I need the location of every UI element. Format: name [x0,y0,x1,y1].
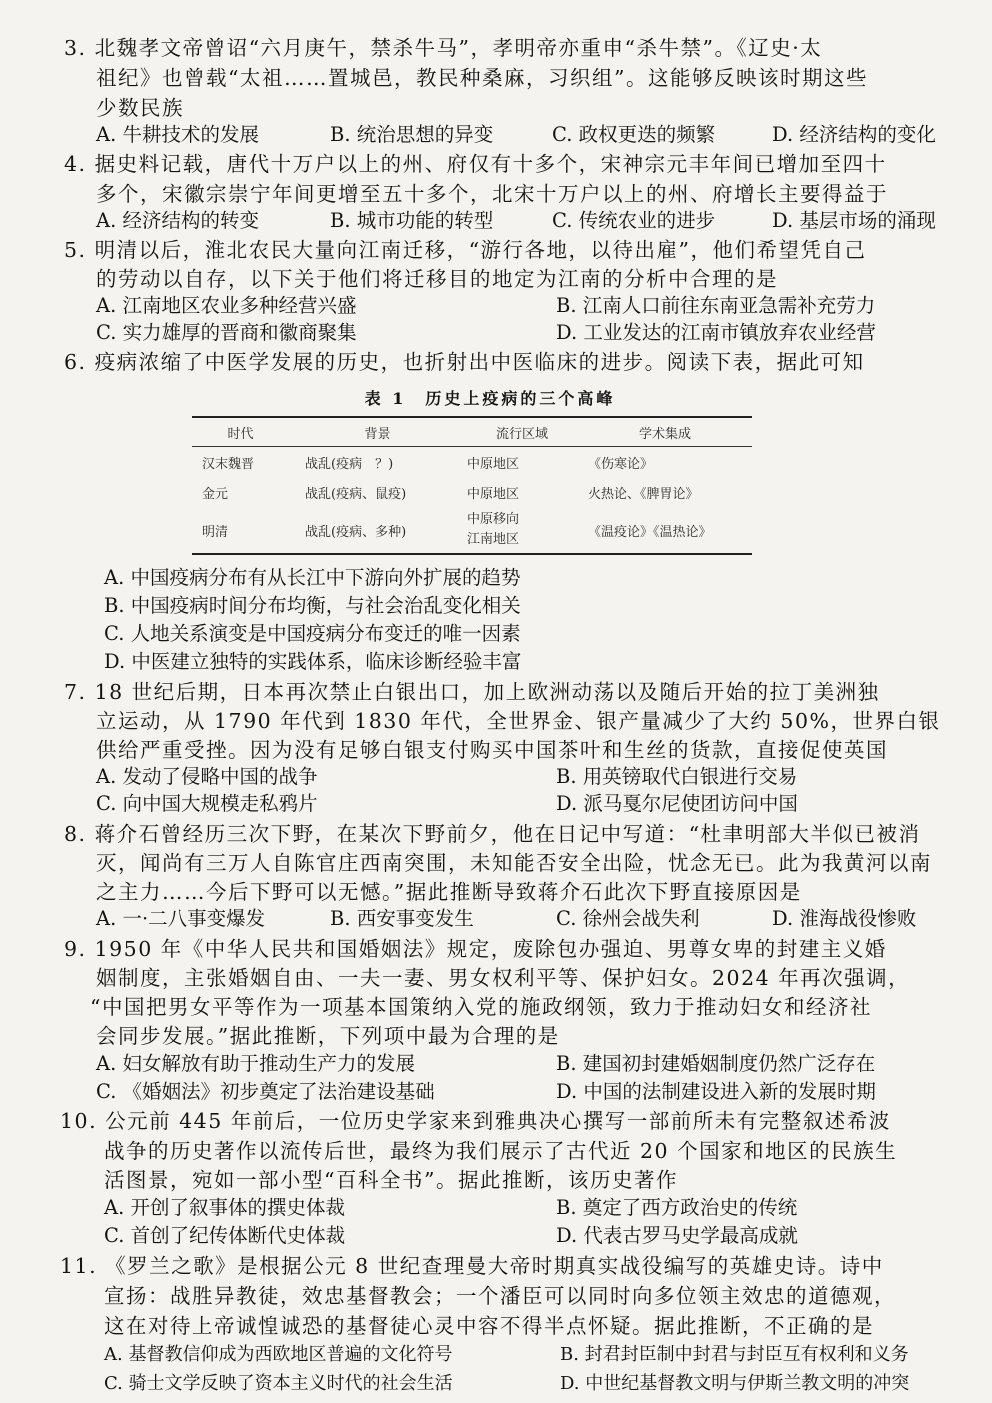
cell-era: 明清 [202,524,229,540]
q10-option-c: C. 首创了纪传体断代史体裁 [104,1224,346,1247]
q7-option-d: D. 派马戛尔尼使团访问中国 [556,792,798,815]
q9-line-2: 姻制度，主张婚姻自由、一夫一妻、男女权利平等、保护妇女。2024 年再次强调， [96,966,911,990]
q11-option-c: C. 骑士文学反映了资本主义时代的社会生活 [104,1373,453,1394]
cell-region: 中原地区 [467,456,520,472]
epidemic-table [192,416,752,555]
q10-line-2: 战争的历史著作以流传后世，最终为我们展示了古代近 20 个国家和地区的民族生 [104,1139,898,1163]
q10-option-a: A. 开创了叙事体的撰史体裁 [104,1196,345,1219]
q6-option-b: B. 中国疫病时间分布均衡，与社会治乱变化相关 [104,594,521,617]
q11-option-b: B. 封君封臣制中封君与封臣互有权利和义务 [560,1344,909,1365]
q10-line-3: 活图景，宛如一部小型“百科全书”。据此推断，该历史著作 [104,1168,678,1192]
cell-region-line: 江南地区 [467,532,520,547]
cell-region [466,507,578,554]
q9-line-3: “中国把男女平等作为一项基本国策纳入党的施政纲领，致力于推动妇女和经济社 [90,995,872,1019]
q11-line-1: 11. 《罗兰之歌》是根据公元 8 世纪查理曼大帝时期真实战役编写的英雄史诗。诗中 [60,1254,884,1278]
cell-era: 金元 [202,486,229,502]
q6-option-a: A. 中国疫病分布有从长江中下游向外扩展的趋势 [104,566,521,589]
table-title: 表 1 历史上疫病的三个高峰 [364,389,616,408]
q11-option-d: D. 中世纪基督教文明与伊斯兰教文明的冲突 [560,1373,910,1394]
q4-line-2: 多个，宋徽宗崇宁年间更增至五十多个，北宋十万户以上的州、府增长主要得益于 [96,182,888,206]
q4-option-b: B. 城市功能的转型 [330,209,494,232]
q6-option-d: D. 中医建立独特的实践体系，临床诊断经验丰富 [104,650,522,673]
q8-line-1: 8. 蒋介石曾经历三次下野，在某次下野前夕，他在日记中写道：“杜聿明部大半似已被消 [64,822,921,846]
header-works: 学术集成 [578,417,752,447]
q5-line-2: 的劳动以自存，以下关于他们将迁移目的地定为江南的分析中合理的是 [96,267,778,291]
q4-option-d: D. 基层市场的涌现 [772,209,936,232]
q7-option-b: B. 用英镑取代白银进行交易 [556,765,798,788]
q3-option-b: B. 统治思想的异变 [330,123,494,146]
q6-line-1: 6. 疫病浓缩了中医学发展的历史，也折射出中医临床的进步。阅读下表，据此可知 [64,350,865,374]
q4-option-a: A. 经济结构的转变 [96,209,259,232]
cell-region: 中原地区 [467,486,520,502]
q10-line-1: 10. 公元前 445 年前后，一位历史学家来到雅典决心撰写一部前所未有完整叙述希波 [60,1109,891,1133]
table-header-row [192,417,752,447]
q7-option-c: C. 向中国大规模走私鸦片 [96,792,318,815]
q10-option-b: B. 奠定了西方政治史的传统 [556,1196,798,1219]
cell-background: 战乱(疫病、鼠疫) [305,486,407,502]
header-region: 流行区域 [466,417,578,447]
header-era: 时代 [192,417,289,447]
q4-line-1: 4. 据史料记载，唐代十万户以上的州、府仅有十多个，宋神宗元丰年间已增加至四十 [64,152,887,176]
cell-works: 火热论、《脾胃论》 [588,486,699,502]
q9-option-b: B. 建国初封建婚姻制度仍然广泛存在 [556,1052,876,1075]
q7-option-a: A. 发动了侵略中国的战争 [96,765,318,788]
table-row [192,507,752,554]
q3-line-3: 少数民族 [96,96,184,120]
q4-option-c: C. 传统农业的进步 [552,209,716,232]
q9-option-c: C. 《婚姻法》初步奠定了法治建设基础 [96,1080,435,1103]
q5-option-c: C. 实力雄厚的晋商和徽商聚集 [96,321,357,344]
q3-option-d: D. 经济结构的变化 [772,123,936,146]
cell-region-line: 中原移向 [467,512,520,527]
q9-line-4: 会同步发展。”据此推断，下列项中最为合理的是 [96,1024,560,1048]
q9-option-d: D. 中国的法制建设进入新的发展时期 [556,1080,876,1103]
q8-option-d: D. 淮海战役惨败 [772,907,917,930]
q8-option-c: C. 徐州会战失利 [556,907,700,930]
cell-era: 汉末魏晋 [202,456,255,472]
q7-line-1: 7. 18 世纪后期，日本再次禁止白银出口，加上欧洲动荡以及随后开始的拉丁美洲独 [64,680,880,704]
q8-option-a: A. 一·二八事变爆发 [96,907,266,930]
q5-option-b: B. 江南人口前往东南亚急需补充劳力 [556,294,876,317]
table-row [192,447,752,478]
q3-option-c: C. 政权更迭的频繁 [552,123,716,146]
q11-line-2: 宣扬：战胜异教徒，效忠基督教会；一个潘臣可以同时向多位领主效忠的道德观， [104,1284,896,1308]
q5-line-1: 5. 明清以后，淮北农民大量向江南迁移，“游行各地，以待出雇”，他们希望凭自己 [64,238,867,262]
q8-line-2: 灭，闻尚有三万人自陈官庄西南突围，未知能否安全出险，忧念无已。此为我黄河以南 [96,851,932,875]
q3-line-1: 3. 北魏孝文帝曾诏“六月庚午，禁杀牛马”，孝明帝亦重申“杀牛禁”。《辽史·太 [64,36,823,60]
q7-line-2: 立运动，从 1790 年代到 1830 年代，全世界金、银产量减少了大约 50%，世界白银 [96,709,941,733]
cell-background: 战乱(疫病 ？) [305,456,394,472]
q6-option-c: C. 人地关系演变是中国疫病分布变迁的唯一因素 [104,622,521,645]
q9-option-a: A. 妇女解放有助于推动生产力的发展 [96,1052,415,1075]
q8-line-3: 之主力……今后下野可以无憾。”据此推断导致蒋介石此次下野直接原因是 [96,880,802,904]
q11-option-a: A. 基督教信仰成为西欧地区普遍的文化符号 [104,1344,453,1365]
cell-background: 战乱(疫病、多种) [305,524,407,540]
q3-line-2: 祖纪》也曾载“太祖……置城邑，教民种桑麻，习织组”。这能够反映该时期这些 [96,66,868,90]
header-background: 背景 [289,417,466,447]
table-row [192,477,752,507]
q3-option-a: A. 牛耕技术的发展 [96,123,259,146]
q11-line-3: 这在对待上帝诚惶诚恐的基督徒心灵中容不得半点怀疑。据此推断，不正确的是 [104,1314,874,1338]
q10-option-d: D. 代表古罗马史学最高成就 [556,1224,798,1247]
q5-option-a: A. 江南地区农业多种经营兴盛 [96,294,357,317]
q5-option-d: D. 工业发达的江南市镇放弃农业经营 [556,321,876,344]
q9-line-1: 9. 1950 年《中华人民共和国婚姻法》规定，废除包办强迫、男尊女卑的封建主义婚 [64,937,887,961]
cell-works: 《伤寒论》 [588,456,654,472]
cell-works: 《温疫论》《温热论》 [588,524,712,540]
q8-option-b: B. 西安事变发生 [330,907,474,930]
q7-line-3: 供给严重受挫。因为没有足够白银支付购买中国茶叶和生丝的货款，直接促使英国 [96,738,888,762]
